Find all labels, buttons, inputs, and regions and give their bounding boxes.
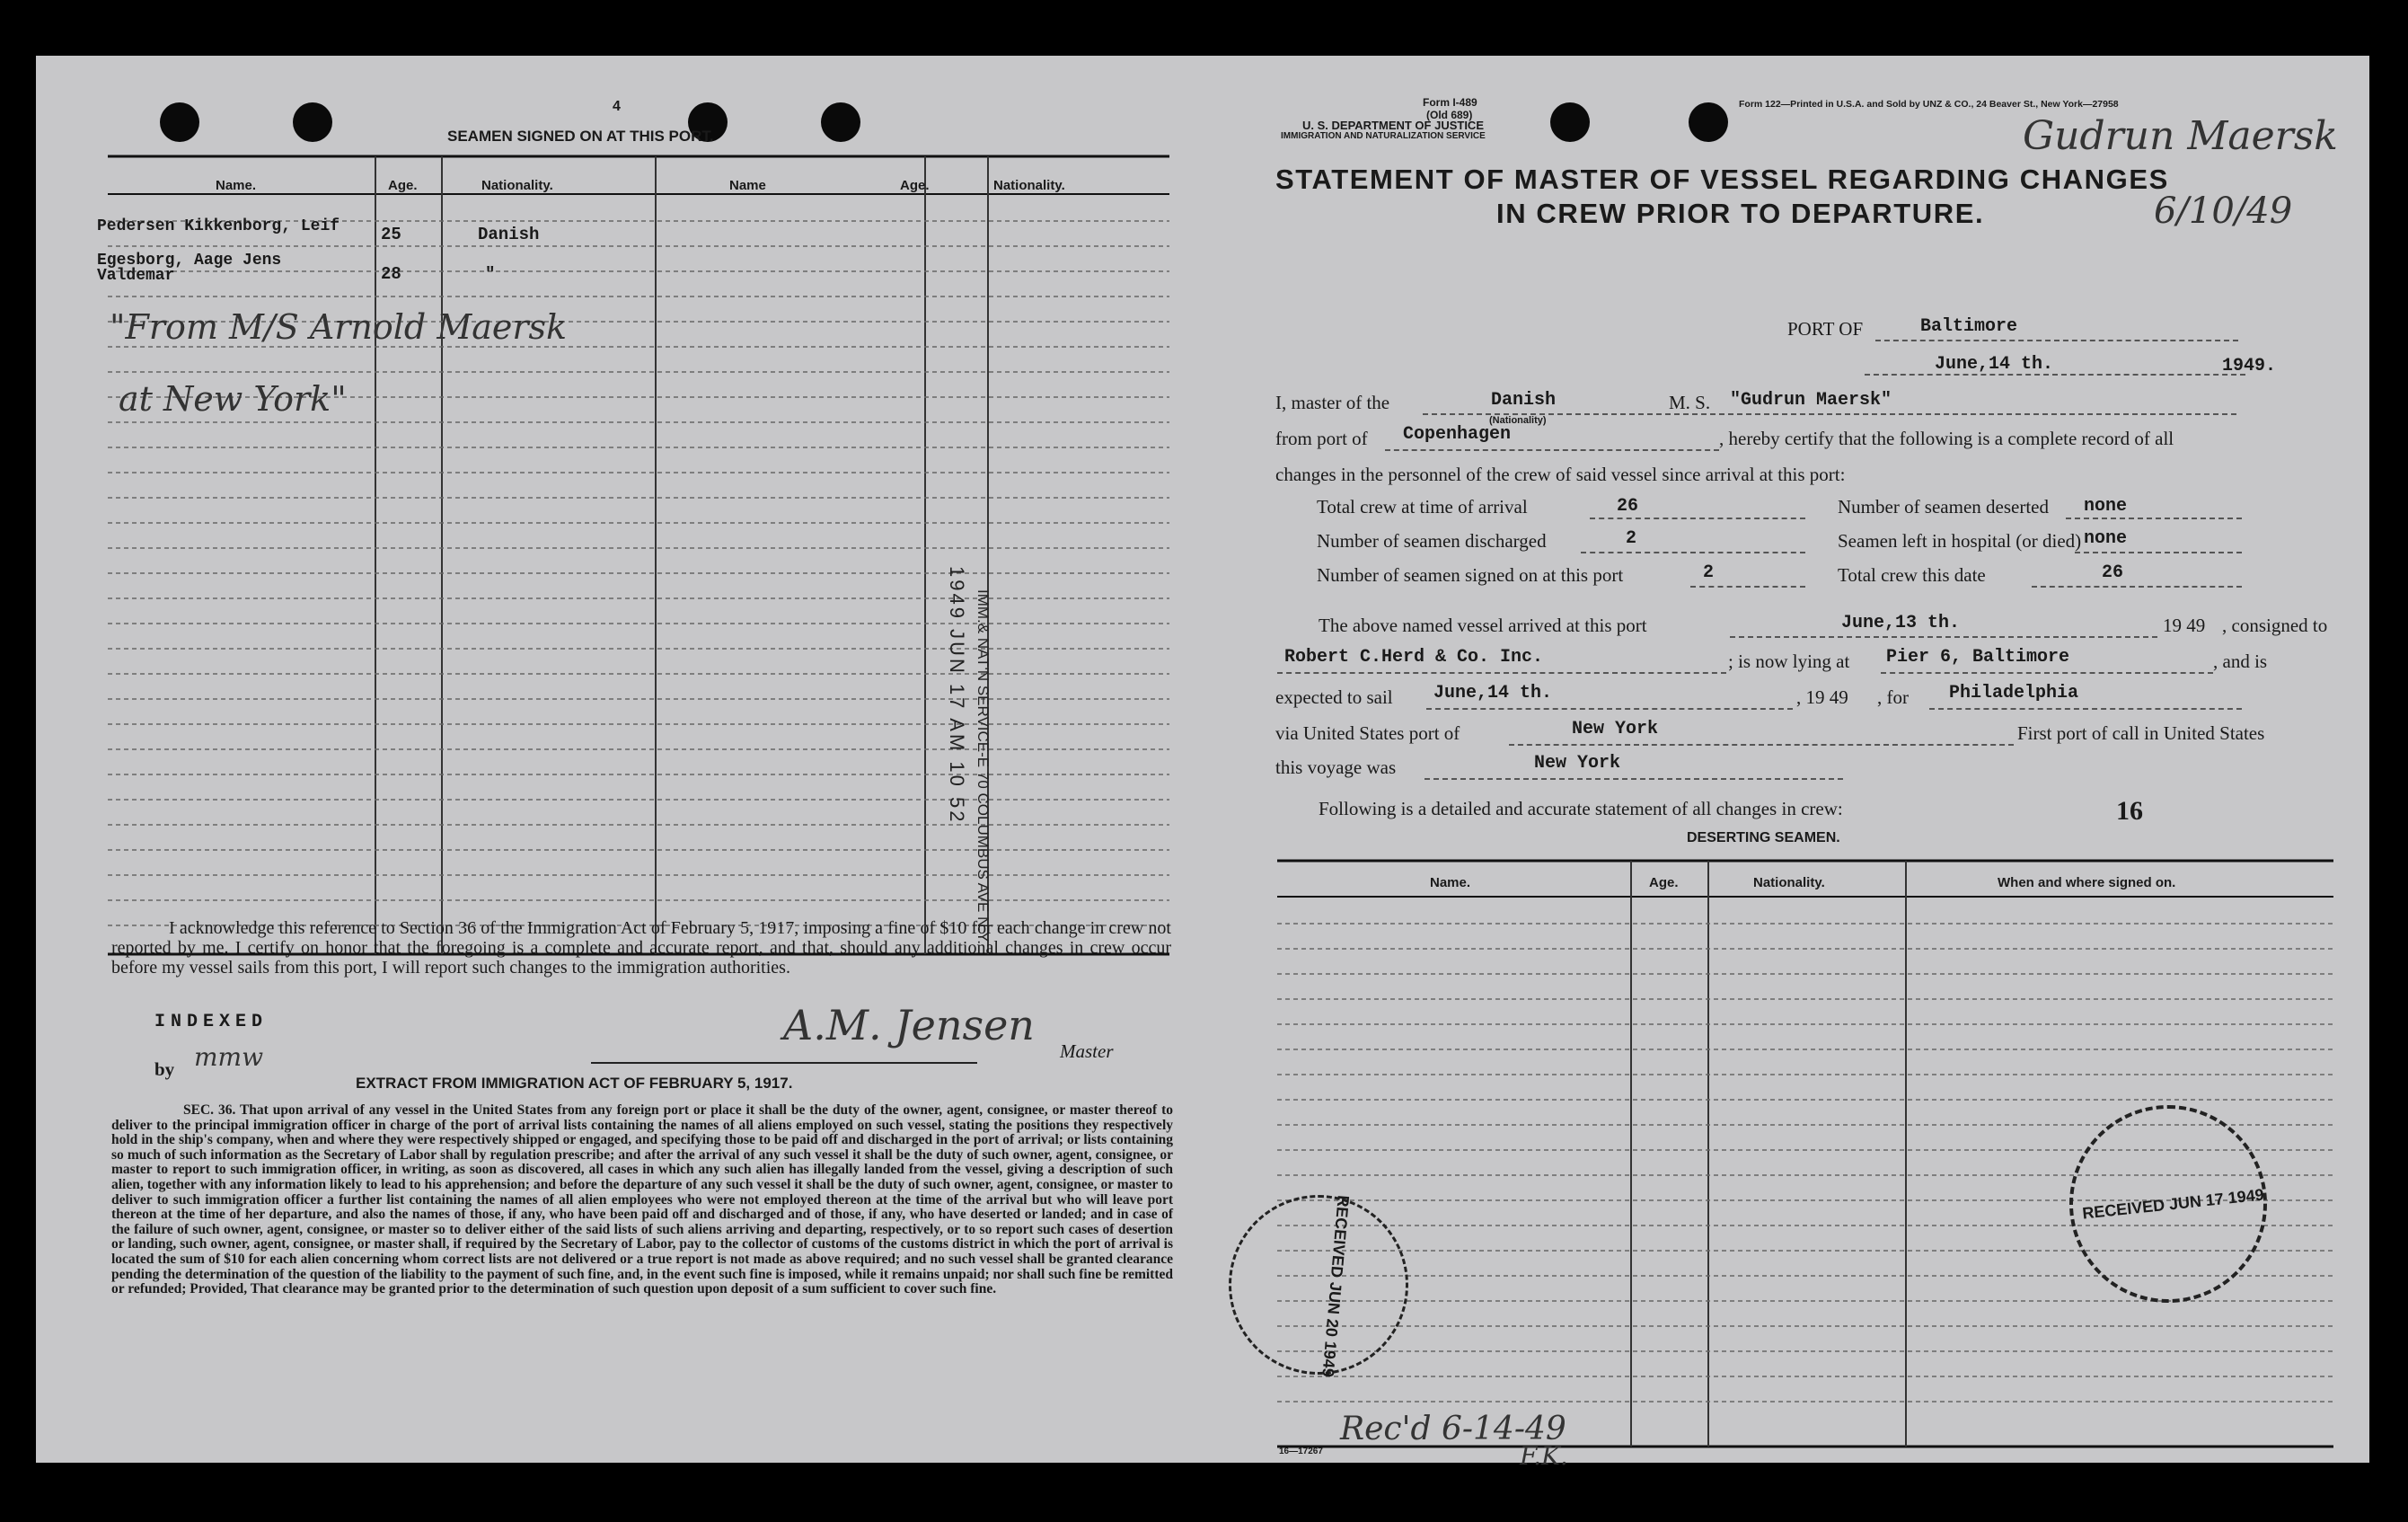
field-line (1875, 340, 2238, 341)
received-stamp (1229, 1194, 1408, 1378)
left-title: SEAMEN SIGNED ON AT THIS PORT. (447, 128, 714, 145)
destination-value: Philadelphia (1949, 683, 2079, 703)
field-line (2032, 586, 2242, 588)
field-line (1929, 708, 2242, 710)
col-header-age-2: Age. (900, 178, 930, 193)
punch-hole (1689, 102, 1728, 142)
stat-label: Total crew at time of arrival (1317, 496, 1528, 518)
field-line (1881, 672, 2213, 674)
vessel-prefix: M. S. (1669, 392, 1711, 413)
col-header-nationality-2: Nationality. (993, 178, 1065, 193)
for-label: , for (1877, 686, 1909, 708)
port-value: Baltimore (1920, 316, 2018, 337)
table-row-nationality: Danish (478, 225, 540, 244)
changes-text: changes in the personnel of the crew of said vessel since arrival at this port: (1275, 464, 1846, 485)
stat-label: Number of seamen discharged (1317, 530, 1547, 552)
stat-value: 2 (1703, 562, 1715, 583)
document-sheet (36, 56, 2369, 1471)
received-stamp (2069, 1105, 2267, 1303)
table-row-name: Pedersen Kikkenborg, Leif (97, 217, 340, 235)
col-header-name-2: Name (729, 178, 766, 193)
and-is-label: , and is (2213, 650, 2268, 672)
pier-value: Pier 6, Baltimore (1886, 647, 2070, 668)
table-row-name: Egesborg, Aage Jens Valdemar (97, 252, 282, 285)
arrived-date-value: June,13 th. (1841, 613, 1961, 633)
field-line (1509, 744, 2014, 746)
vessel-name-value: "Gudrun Maersk" (1730, 390, 1892, 411)
vertical-stamp: IMM.& NAT'N SERVICE-E 70 COLUMBUS AVE N.Y. (975, 589, 992, 944)
sail-label: expected to sail (1275, 686, 1393, 708)
sail-year: , 19 49 (1796, 686, 1848, 708)
indexed-stamp: INDEXED (154, 1012, 269, 1032)
lying-label: ; is now lying at (1728, 650, 1850, 672)
field-line (1590, 518, 1805, 519)
stat-label: Number of seamen signed on at this port (1317, 564, 1624, 586)
field-line (1581, 552, 1805, 553)
des-col-nationality: Nationality. (1753, 875, 1825, 890)
form-old-number: (Old 689) (1426, 109, 1473, 121)
first-call-label: First port of call in United States (2017, 722, 2265, 744)
table-row-age: 25 (381, 225, 401, 244)
section-36-text: SEC. 36. That upon arrival of any vessel in the United States from any foreign port or place it shall be the duty of the owner, agent, consignee, or master thereof to deliver to the principal immigration officer in charge of the port of arrival lists containing the names of all aliens employed on such vessel, stating the positions they respectively hold in the ship's company, when and where they were respectively shipped or engaged, and specifying those to be paid off and discharged in the port of arrival; or lists containing so much of such information as the Secretary of Labor shall by regulation prescribe; and after the arrival of any such vessel it shall be the duty of such owner, agent, consignee, or master to report to such immigration officer, in writing, as soon as discovered, all cases in which any such alien has illegally landed from the vessel, giving a description of such alien, together with any information likely to lead to his apprehension; and before the departure of any such vessel it shall be the duty of such owner, agent, consignee, or master to deliver to such immigration officer a further list containing the names of all alien employees who were not employed thereon at the time of the arrival but who will leave port thereon at the time of her departure, and also the names of those, if any, who have been paid off and discharged and of those, if any, who have deserted or landed; and in case of the failure of such owner, agent, consignee, or master so to deliver either of the said lists of such aliens arriving and departing, respectively, or to so report such cases of desertion or landing, such owner, agent, consignee, or master shall, if required by the Secretary of Labor, pay to the collector of customs of the customs district in which the port of arrival is located the sum of $10 for each alien concerning whom correct lists are not delivered or a true report is not made as above required; and no such vessel shall be granted clearance pending the determination of the question of the liability to the payment of such fine, and, in the event such fine is imposed, while it remains unpaid; nor shall such fine be remitted or refunded; Provided, That clearance may be granted prior to the determination of such question upon deposit of a sum sufficient to cover such fine. (111, 1102, 1173, 1297)
table-row-age: 28 (381, 264, 401, 284)
field-line (1730, 636, 2157, 638)
punch-hole (293, 102, 332, 142)
arrived-label: The above named vessel arrived at this port (1319, 615, 1647, 636)
via-value: New York (1572, 719, 1659, 739)
from-port-value: Copenhagen (1403, 424, 1512, 445)
field-line (1690, 586, 1805, 588)
field-line (2075, 552, 2242, 553)
indexer-initials: mmw (194, 1042, 264, 1072)
changes-count: 16 (2116, 796, 2143, 826)
handwritten-vessel-name: Gudrun Maersk (2023, 113, 2338, 159)
field-line (1425, 778, 1843, 780)
port-label: PORT OF (1787, 318, 1864, 340)
stamp-text: RECEIVED JUN 20 1949 (1319, 1194, 1353, 1378)
stat-value: 26 (1617, 496, 1639, 517)
field-line (1277, 672, 1726, 674)
stat-value: none (2084, 496, 2128, 517)
department-name: U. S. DEPARTMENT OF JUSTICE (1302, 119, 1484, 132)
col-header-age: Age. (388, 178, 418, 193)
consigned-label: , consigned to (2222, 615, 2328, 636)
stat-value: 2 (1626, 528, 1637, 549)
form-number: Form I-489 (1423, 96, 1477, 109)
nationality-caption: (Nationality) (1489, 415, 1547, 426)
stat-label: Seamen left in hospital (or died) (1838, 530, 2082, 552)
stat-value: none (2084, 528, 2128, 549)
handwritten-received: Rec'd 6-14-49 (1340, 1411, 1566, 1447)
handwritten-note: at New York" (119, 379, 347, 419)
punch-hole (821, 102, 860, 142)
via-label: via United States port of (1275, 722, 1460, 744)
punch-hole (1550, 102, 1590, 142)
des-col-name: Name. (1430, 875, 1471, 890)
field-line (1426, 708, 1793, 710)
page-number: 4 (613, 99, 621, 114)
form-title: IN CREW PRIOR TO DEPARTURE. (1496, 198, 1985, 229)
printer-line: Form 122—Printed in U.S.A. and Sold by UNZ & CO., 24 Beaver St., New York—27958 (1739, 99, 2119, 110)
service-name: IMMIGRATION AND NATURALIZATION SERVICE (1281, 131, 1486, 141)
vertical-stamp: 1949 JUN 17 AM 10 52 (946, 566, 968, 825)
arrived-year: 19 49 (2163, 615, 2206, 636)
handwritten-note: "From M/S Arnold Maersk (110, 307, 568, 347)
nationality-value: Danish (1491, 390, 1557, 411)
master-signature: A.M. Jensen (783, 1001, 1035, 1049)
stamp-text: RECEIVED JUN 17 1949 (2081, 1185, 2265, 1223)
form-code: 16—17267 (1279, 1447, 1323, 1456)
table-row-nationality: " (485, 264, 496, 284)
field-line (1385, 449, 1719, 451)
acknowledgement-text: I acknowledge this reference to Section 36 of the Immigration Act of February 5, 1917, imposing a fine of $10 for each change in crew not reported by me. I certify on honor that the foregoing is a complete and accurate report, and that, should any additional changes in crew occur before my vessel sails from this port, I will report such changes to the immigration authorities. (111, 918, 1171, 978)
master-label: Master (1060, 1040, 1114, 1062)
deserting-title: DESERTING SEAMEN. (1687, 830, 1840, 845)
extract-title: EXTRACT FROM IMMIGRATION ACT OF FEBRUARY 5, 1917. (356, 1075, 793, 1092)
by-label: by (154, 1058, 175, 1080)
des-col-age: Age. (1649, 875, 1679, 890)
voyage-value: New York (1534, 753, 1621, 774)
date-value: June,14 th. (1935, 354, 2054, 375)
certify-text: , hereby certify that the following is a complete record of all (1719, 428, 2174, 449)
stat-label: Total crew this date (1838, 564, 1986, 586)
sail-date-value: June,14 th. (1433, 683, 1553, 703)
from-port-label: from port of (1275, 428, 1368, 449)
stat-label: Number of seamen deserted (1838, 496, 2049, 518)
col-header-name: Name. (216, 178, 257, 193)
form-title: STATEMENT OF MASTER OF VESSEL REGARDING CHANGES (1275, 164, 2169, 195)
stat-value: 26 (2102, 562, 2124, 583)
des-col-when-where: When and where signed on. (1998, 875, 2176, 890)
field-line (1865, 374, 2245, 376)
voyage-label: this voyage was (1275, 757, 1397, 778)
following-text: Following is a detailed and accurate statement of all changes in crew: (1319, 798, 1843, 819)
signature-line (591, 1062, 977, 1064)
year-value: 1949. (2222, 356, 2277, 376)
handwritten-initials: F.K. (1520, 1441, 1568, 1471)
punch-hole (160, 102, 199, 142)
handwritten-date: 6/10/49 (2154, 190, 2293, 232)
consignee-value: Robert C.Herd & Co. Inc. (1284, 647, 1544, 668)
master-of-label: I, master of the (1275, 392, 1390, 413)
col-header-nationality: Nationality. (481, 178, 553, 193)
field-line (2066, 518, 2242, 519)
